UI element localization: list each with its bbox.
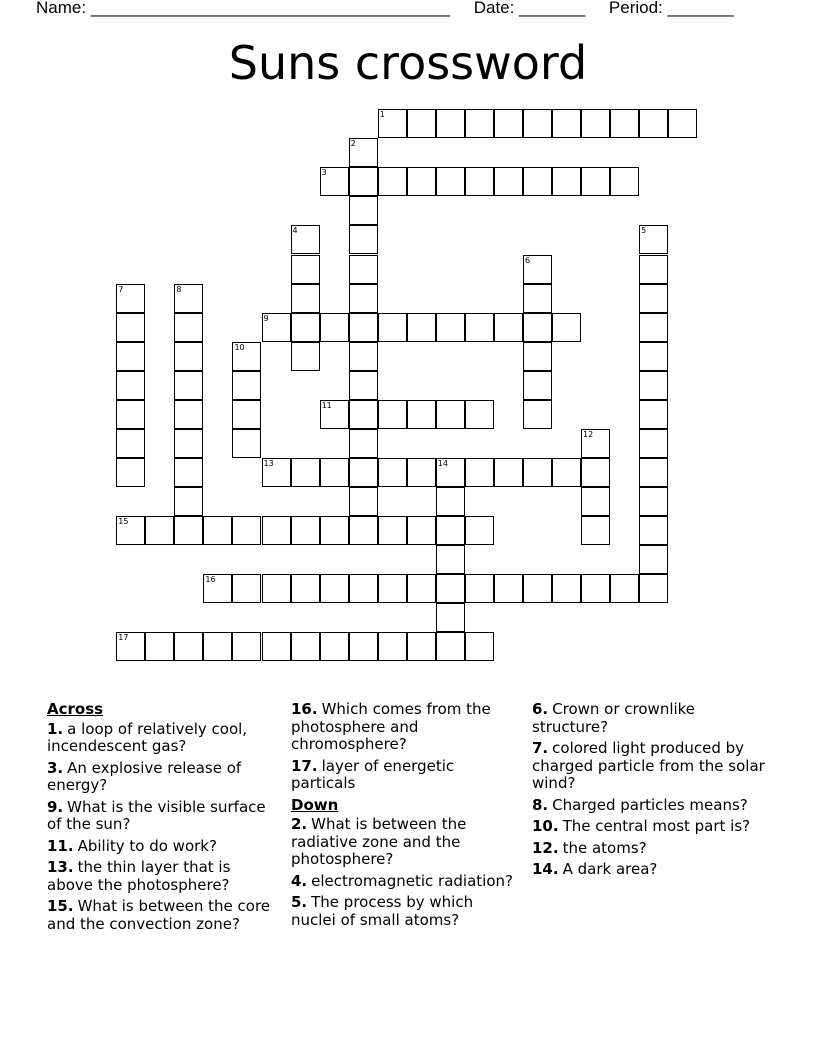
crossword-cell[interactable] — [378, 574, 407, 603]
crossword-cell[interactable] — [436, 545, 465, 574]
crossword-cell[interactable] — [407, 109, 436, 138]
cell-number: 14 — [437, 458, 448, 468]
crossword-cell[interactable] — [378, 516, 407, 545]
cell-number: 5 — [641, 226, 647, 236]
down-clue — [532, 701, 767, 736]
across-clue — [47, 898, 272, 933]
date-label: Date: — [473, 0, 515, 17]
crossword-cell[interactable] — [552, 313, 581, 342]
crossword-cell[interactable] — [465, 167, 494, 196]
crossword-cell[interactable] — [291, 313, 320, 342]
period-label: Period: — [608, 0, 663, 17]
crossword-cell[interactable] — [610, 574, 639, 603]
clue-text: An explosive release of energy? — [47, 758, 242, 794]
clue-text: The central most part is? — [562, 817, 751, 835]
crossword-cell[interactable] — [494, 167, 523, 196]
crossword-cell[interactable] — [203, 516, 232, 545]
crossword-cell[interactable] — [203, 574, 232, 603]
crossword-cell[interactable] — [291, 284, 320, 313]
crossword-cell[interactable] — [349, 196, 378, 225]
crossword-cell[interactable] — [581, 516, 610, 545]
crossword-cell[interactable] — [378, 632, 407, 661]
down-clue — [532, 797, 767, 815]
crossword-cell[interactable] — [639, 284, 668, 313]
cell-number: 4 — [292, 226, 298, 236]
crossword-cell[interactable] — [407, 458, 436, 487]
crossword-cell[interactable] — [349, 284, 378, 313]
crossword-cell[interactable] — [349, 138, 378, 167]
crossword-cell[interactable] — [116, 400, 145, 429]
crossword-cell[interactable] — [436, 603, 465, 632]
crossword-cell[interactable] — [291, 574, 320, 603]
crossword-cell[interactable] — [349, 371, 378, 400]
crossword-cell[interactable] — [639, 429, 668, 458]
clue-text: Charged particles means? — [552, 795, 748, 814]
cell-number: 17 — [118, 633, 129, 643]
header-fields — [36, 0, 734, 18]
crossword-cell[interactable] — [116, 342, 145, 371]
crossword-cell[interactable] — [349, 167, 378, 196]
crossword-cell[interactable] — [116, 632, 145, 661]
crossword-cell[interactable] — [262, 516, 291, 545]
clue-number: 12. — [532, 838, 559, 857]
crossword-cell[interactable] — [320, 400, 349, 429]
cell-number: 15 — [118, 516, 129, 526]
crossword-cell[interactable] — [523, 284, 552, 313]
cell-number: 6 — [524, 255, 531, 265]
crossword-cell[interactable] — [116, 516, 145, 545]
name-blank[interactable]: ______________________________________ — [90, 0, 451, 17]
clue-number: 8. — [532, 795, 549, 814]
crossword-cell[interactable] — [639, 458, 668, 487]
crossword-cell[interactable] — [174, 429, 203, 458]
cell-number: 7 — [118, 284, 124, 294]
crossword-cell[interactable] — [320, 574, 349, 603]
clue-text: layer of energetic particals — [291, 756, 455, 792]
clue-number: 13. — [47, 858, 74, 876]
crossword-cell[interactable] — [581, 458, 610, 487]
crossword-cell[interactable] — [320, 167, 349, 196]
crossword-cell[interactable] — [378, 400, 407, 429]
cell-number: 13 — [263, 458, 274, 468]
crossword-cell[interactable] — [262, 313, 291, 342]
period-blank[interactable]: _______ — [667, 0, 734, 17]
down-clue — [532, 861, 767, 879]
crossword-cell[interactable] — [639, 545, 668, 574]
crossword-cell[interactable] — [116, 429, 145, 458]
crossword-cell[interactable] — [465, 400, 494, 429]
crossword-cell[interactable] — [465, 109, 494, 138]
cell-number: 12 — [583, 429, 594, 439]
clue-number: 3. — [47, 758, 64, 777]
crossword-cell[interactable] — [232, 632, 261, 661]
clue-number: 10. — [532, 817, 559, 835]
crossword-cell[interactable] — [668, 109, 697, 138]
crossword-cell[interactable] — [203, 632, 232, 661]
crossword-cell[interactable] — [349, 313, 378, 342]
crossword-cell[interactable] — [232, 371, 261, 400]
crossword-cell[interactable] — [523, 255, 552, 284]
clue-text: the thin layer that is above the photosphere? — [47, 858, 231, 894]
crossword-cell[interactable] — [465, 516, 494, 545]
clue-text: Ability to do work? — [77, 836, 217, 855]
clue-text: What is between the radiative zone and the photosphere? — [291, 815, 467, 868]
crossword-cell[interactable] — [639, 487, 668, 516]
crossword-cell[interactable] — [116, 313, 145, 342]
crossword-cell[interactable] — [639, 255, 668, 284]
crossword-cell[interactable] — [262, 632, 291, 661]
crossword-cell[interactable] — [349, 487, 378, 516]
crossword-cell[interactable] — [349, 429, 378, 458]
crossword-cell[interactable] — [291, 342, 320, 371]
crossword-cell[interactable] — [232, 516, 261, 545]
crossword-cell[interactable] — [639, 574, 668, 603]
crossword-cell[interactable] — [494, 313, 523, 342]
down-clue — [532, 740, 767, 793]
crossword-cell[interactable] — [639, 225, 668, 254]
cell-number: 16 — [205, 575, 216, 585]
crossword-cell[interactable] — [174, 487, 203, 516]
crossword-cell[interactable] — [639, 342, 668, 371]
crossword-cell[interactable] — [494, 574, 523, 603]
down-clue — [532, 818, 767, 836]
crossword-cell[interactable] — [581, 167, 610, 196]
crossword-cell[interactable] — [523, 458, 552, 487]
crossword-cell[interactable] — [639, 400, 668, 429]
crossword-cell[interactable] — [407, 313, 436, 342]
across-clue — [47, 859, 272, 894]
clue-number: 4. — [291, 871, 308, 890]
crossword-cell[interactable] — [291, 255, 320, 284]
clue-number: 7. — [532, 739, 549, 757]
cell-number: 3 — [321, 168, 327, 178]
across-clue — [47, 799, 272, 834]
crossword-cell[interactable] — [639, 313, 668, 342]
crossword-cell[interactable] — [407, 167, 436, 196]
crossword-cell[interactable] — [581, 429, 610, 458]
clue-number: 15. — [47, 897, 74, 915]
page-title: Suns crossword — [228, 36, 588, 90]
crossword-cell[interactable] — [407, 632, 436, 661]
crossword-cell[interactable] — [232, 342, 261, 371]
name-label: Name: — [36, 0, 87, 17]
down-clues — [532, 701, 767, 883]
across-clue — [47, 721, 272, 756]
crossword-cell[interactable] — [174, 313, 203, 342]
crossword-cell[interactable] — [407, 400, 436, 429]
down-clue — [291, 816, 516, 869]
clue-text: electromagnetic radiation? — [311, 871, 513, 890]
crossword-cell[interactable] — [378, 167, 407, 196]
crossword-cell[interactable] — [349, 342, 378, 371]
crossword-cell[interactable] — [174, 400, 203, 429]
clue-text: Which comes from the photosphere and chromosphere? — [291, 700, 491, 753]
crossword-cell[interactable] — [145, 516, 174, 545]
crossword-cell[interactable] — [407, 516, 436, 545]
down-clue — [291, 894, 516, 929]
crossword-cell[interactable] — [523, 109, 552, 138]
down-heading: Down — [291, 795, 339, 814]
crossword-cell[interactable] — [610, 167, 639, 196]
crossword-cell[interactable] — [320, 458, 349, 487]
crossword-cell[interactable] — [320, 516, 349, 545]
crossword-cell[interactable] — [291, 458, 320, 487]
cell-number: 9 — [263, 313, 269, 323]
crossword-cell[interactable] — [494, 458, 523, 487]
clue-number: 5. — [291, 893, 308, 911]
across-clue — [291, 701, 516, 754]
clue-number: 14. — [532, 860, 559, 878]
crossword-cell[interactable] — [552, 574, 581, 603]
cell-number: 1 — [379, 110, 385, 120]
crossword-cell[interactable] — [174, 516, 203, 545]
crossword-cell[interactable] — [174, 371, 203, 400]
clue-text: Crown or crownlike structure? — [532, 700, 696, 736]
crossword-cell[interactable] — [523, 342, 552, 371]
crossword-cell[interactable] — [116, 284, 145, 313]
across-clues — [47, 701, 272, 937]
crossword-cell[interactable] — [436, 516, 465, 545]
crossword-cell[interactable] — [436, 632, 465, 661]
crossword-cell[interactable] — [262, 458, 291, 487]
clue-number: 6. — [532, 700, 549, 718]
crossword-cell[interactable] — [262, 574, 291, 603]
crossword-cell[interactable] — [349, 632, 378, 661]
crossword-cell[interactable] — [349, 225, 378, 254]
crossword-cell[interactable] — [349, 255, 378, 284]
across-clue — [47, 838, 272, 856]
crossword-cell[interactable] — [465, 574, 494, 603]
crossword-cell[interactable] — [436, 313, 465, 342]
crossword-cell[interactable] — [436, 109, 465, 138]
crossword-cell[interactable] — [436, 167, 465, 196]
crossword-cell[interactable] — [378, 313, 407, 342]
crossword-cell[interactable] — [436, 400, 465, 429]
crossword-cell[interactable] — [232, 429, 261, 458]
crossword-cell[interactable] — [407, 574, 436, 603]
clue-text: The process by which nuclei of small atoms? — [291, 893, 474, 929]
crossword-cell[interactable] — [523, 574, 552, 603]
crossword-cell[interactable] — [116, 458, 145, 487]
crossword-cell[interactable] — [349, 400, 378, 429]
clue-number: 11. — [47, 836, 74, 855]
clue-text: What is the visible surface of the sun? — [47, 797, 266, 833]
clue-number: 9. — [47, 797, 64, 816]
crossword-cell[interactable] — [465, 458, 494, 487]
down-clue — [291, 873, 516, 891]
crossword-cell[interactable] — [552, 458, 581, 487]
cell-number: 10 — [234, 342, 245, 352]
crossword-cell[interactable] — [291, 516, 320, 545]
clue-text: the atoms? — [562, 838, 647, 857]
across-heading: Across — [47, 700, 104, 718]
crossword-cell[interactable] — [523, 167, 552, 196]
crossword-cell[interactable] — [465, 632, 494, 661]
date-blank[interactable]: _______ — [519, 0, 586, 17]
crossword-cell[interactable] — [174, 458, 203, 487]
cell-number: 8 — [176, 284, 182, 294]
crossword-cell[interactable] — [378, 458, 407, 487]
clue-number: 16. — [291, 700, 318, 718]
crossword-cell[interactable] — [494, 109, 523, 138]
crossword-cell[interactable] — [436, 574, 465, 603]
cell-number: 2 — [350, 139, 356, 149]
crossword-cell[interactable] — [116, 371, 145, 400]
crossword-cell[interactable] — [610, 109, 639, 138]
crossword-cell[interactable] — [232, 574, 261, 603]
crossword-cell[interactable] — [378, 109, 407, 138]
crossword-cell[interactable] — [349, 458, 378, 487]
crossword-cell[interactable] — [523, 371, 552, 400]
across-clue — [47, 760, 272, 795]
crossword-cell[interactable] — [320, 313, 349, 342]
crossword-cell[interactable] — [320, 632, 349, 661]
crossword-cell[interactable] — [581, 574, 610, 603]
cell-number: 11 — [321, 400, 332, 410]
crossword-cell[interactable] — [639, 109, 668, 138]
crossword-cell[interactable] — [523, 400, 552, 429]
down-clue — [532, 840, 767, 858]
crossword-cell[interactable] — [552, 109, 581, 138]
crossword-cell[interactable] — [639, 516, 668, 545]
crossword-cell[interactable] — [145, 632, 174, 661]
crossword-cell[interactable] — [436, 458, 465, 487]
crossword-cell[interactable] — [232, 400, 261, 429]
crossword-cell[interactable] — [174, 284, 203, 313]
clues-column-2 — [291, 701, 516, 933]
crossword-cell[interactable] — [349, 516, 378, 545]
crossword-cell[interactable] — [581, 109, 610, 138]
crossword-cell[interactable] — [349, 574, 378, 603]
crossword-cell[interactable] — [465, 313, 494, 342]
crossword-cell[interactable] — [291, 632, 320, 661]
crossword-cell[interactable] — [174, 632, 203, 661]
clue-text: A dark area? — [562, 860, 658, 878]
crossword-cell[interactable] — [581, 487, 610, 516]
crossword-cell[interactable] — [639, 371, 668, 400]
crossword-cell[interactable] — [552, 167, 581, 196]
crossword-cell[interactable] — [291, 225, 320, 254]
across-clue — [291, 758, 516, 793]
crossword-cell[interactable] — [174, 342, 203, 371]
clue-text: a loop of relatively cool, incendescent gas? — [47, 719, 248, 755]
crossword-cell[interactable] — [523, 313, 552, 342]
clue-number: 1. — [47, 719, 64, 738]
clue-number: 2. — [291, 815, 308, 833]
crossword-cell[interactable] — [436, 487, 465, 516]
clue-text: colored light produced by charged particle from the solar wind? — [532, 739, 765, 792]
clue-number: 17. — [291, 756, 318, 775]
clue-text: What is between the core and the convection zone? — [47, 897, 271, 933]
